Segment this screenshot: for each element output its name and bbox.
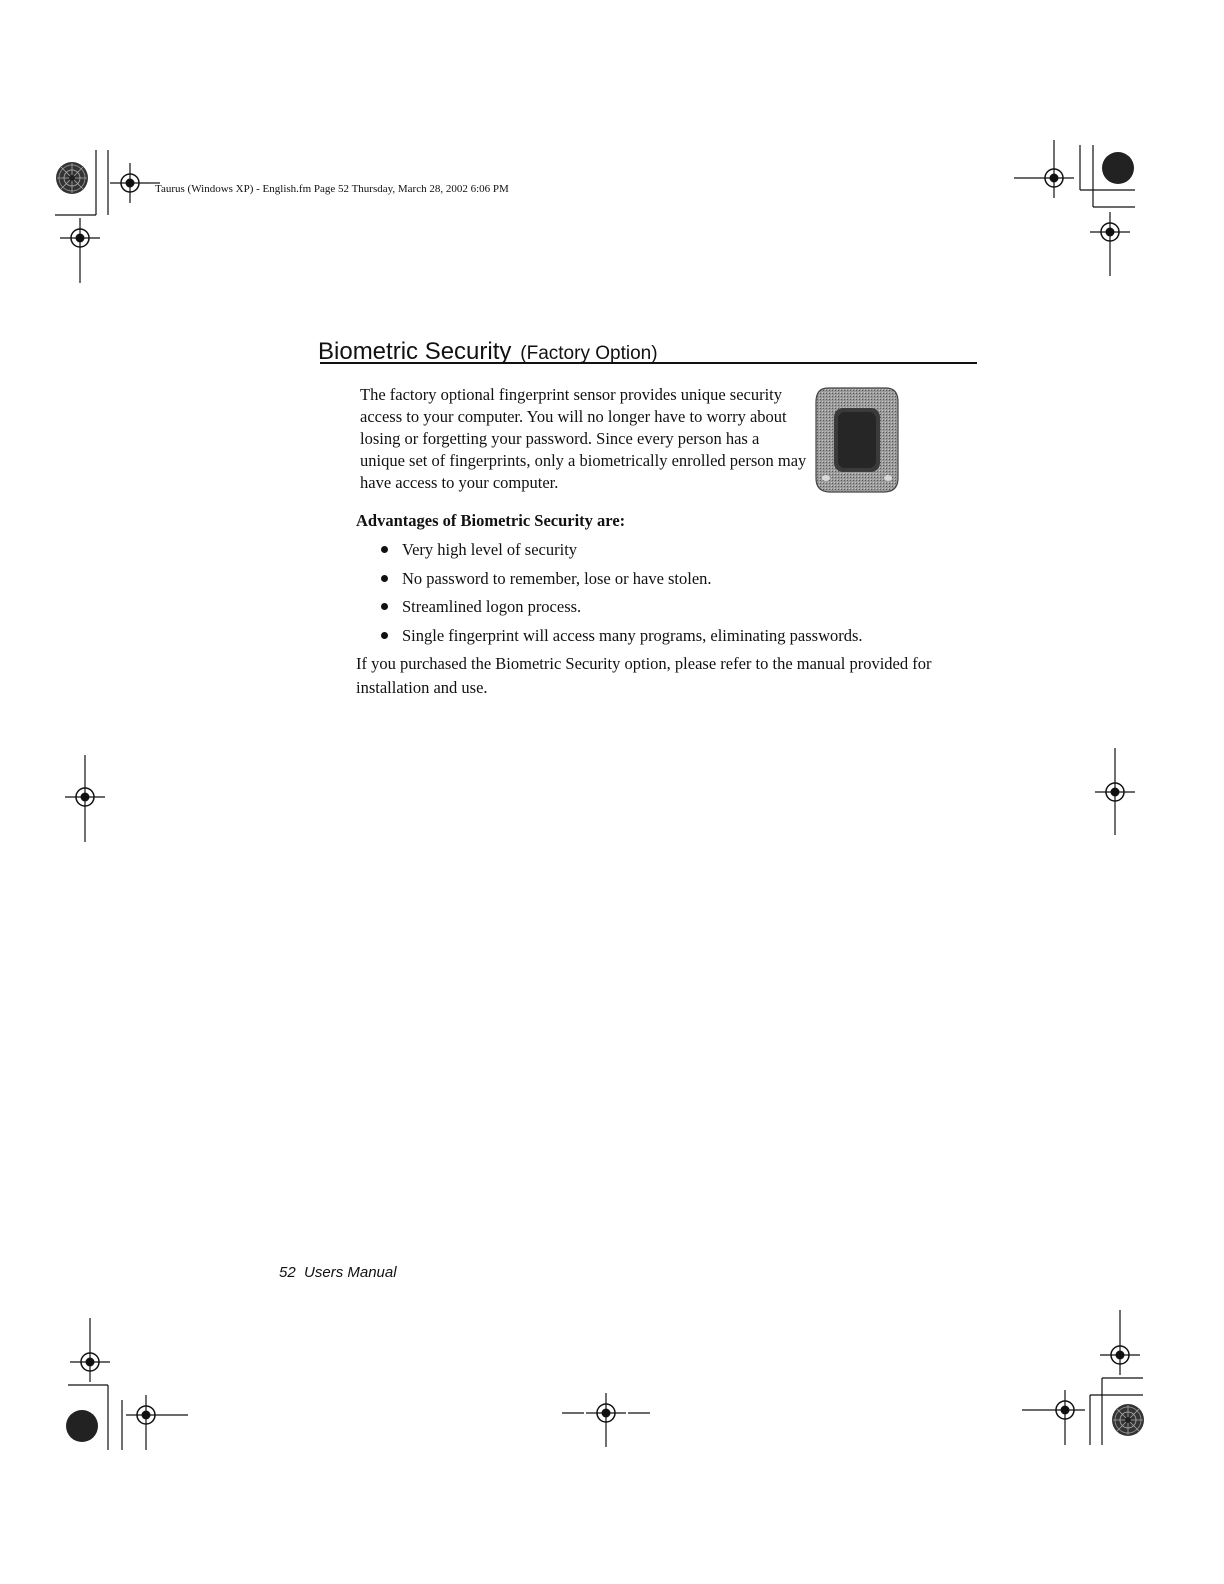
registration-cross-bottom-center xyxy=(586,1393,626,1433)
bullet-icon xyxy=(381,632,388,639)
registration-dot-bottom-left xyxy=(66,1410,98,1442)
registration-cross-left-middle xyxy=(65,777,105,817)
registration-cross-top-left-1 xyxy=(110,163,150,203)
advantages-heading: Advantages of Biometric Security are: xyxy=(356,511,626,530)
list-item-text: Very high level of security xyxy=(402,540,578,559)
bullet-icon xyxy=(381,546,388,553)
print-slug: Taurus (Windows XP) - English.fm Page 52 Thursday, March 28, 2002 6:06 PM xyxy=(155,183,509,195)
registration-cross-bottom-left-2 xyxy=(126,1395,166,1435)
manual-title: Users Manual xyxy=(304,1264,397,1281)
registration-cross-bottom-right-2 xyxy=(1045,1390,1085,1430)
page-number: 52 xyxy=(279,1264,296,1281)
list-item-text: Single fingerprint will access many programs, eliminating passwords. xyxy=(402,625,863,645)
list-item xyxy=(378,623,863,652)
list-item xyxy=(378,594,863,623)
title-rule xyxy=(320,362,977,364)
registration-dot-top-right xyxy=(1102,152,1134,184)
list-item-text: No password to remember, lose or have stolen. xyxy=(402,568,712,588)
intro-paragraph: The factory optional fingerprint sensor provides unique security access to your computer. You will no longer have to worry about losing or forgetting your password. Since every person has a unique set of fingerprints, only a biometrically enrolled person may have access to your computer. xyxy=(360,385,807,492)
registration-cross-top-right-1 xyxy=(1034,158,1074,198)
registration-cross-bottom-right-1 xyxy=(1100,1335,1140,1375)
fingerprint-sensor-image xyxy=(814,384,900,496)
section-title-main: Biometric Security xyxy=(318,338,512,365)
registration-star-top-left xyxy=(56,162,88,194)
bullet-icon xyxy=(381,603,388,610)
registration-cross-top-left-2 xyxy=(60,218,100,258)
registration-cross-top-right-2 xyxy=(1090,212,1130,252)
bullet-icon xyxy=(381,575,388,582)
list-item xyxy=(378,537,863,566)
registration-star-bottom-right xyxy=(1112,1404,1144,1436)
registration-cross-right-middle xyxy=(1095,772,1135,812)
list-item xyxy=(378,566,863,595)
page-footer xyxy=(279,1264,397,1281)
list-item-text: Streamlined logon process. xyxy=(402,597,582,616)
advantages-list xyxy=(378,537,863,651)
closing-paragraph: If you purchased the Biometric Security option, please refer to the manual provided for installation and use. xyxy=(356,654,932,697)
section-title-suffix: (Factory Option) xyxy=(520,343,658,364)
registration-cross-bottom-left-1 xyxy=(70,1342,110,1382)
